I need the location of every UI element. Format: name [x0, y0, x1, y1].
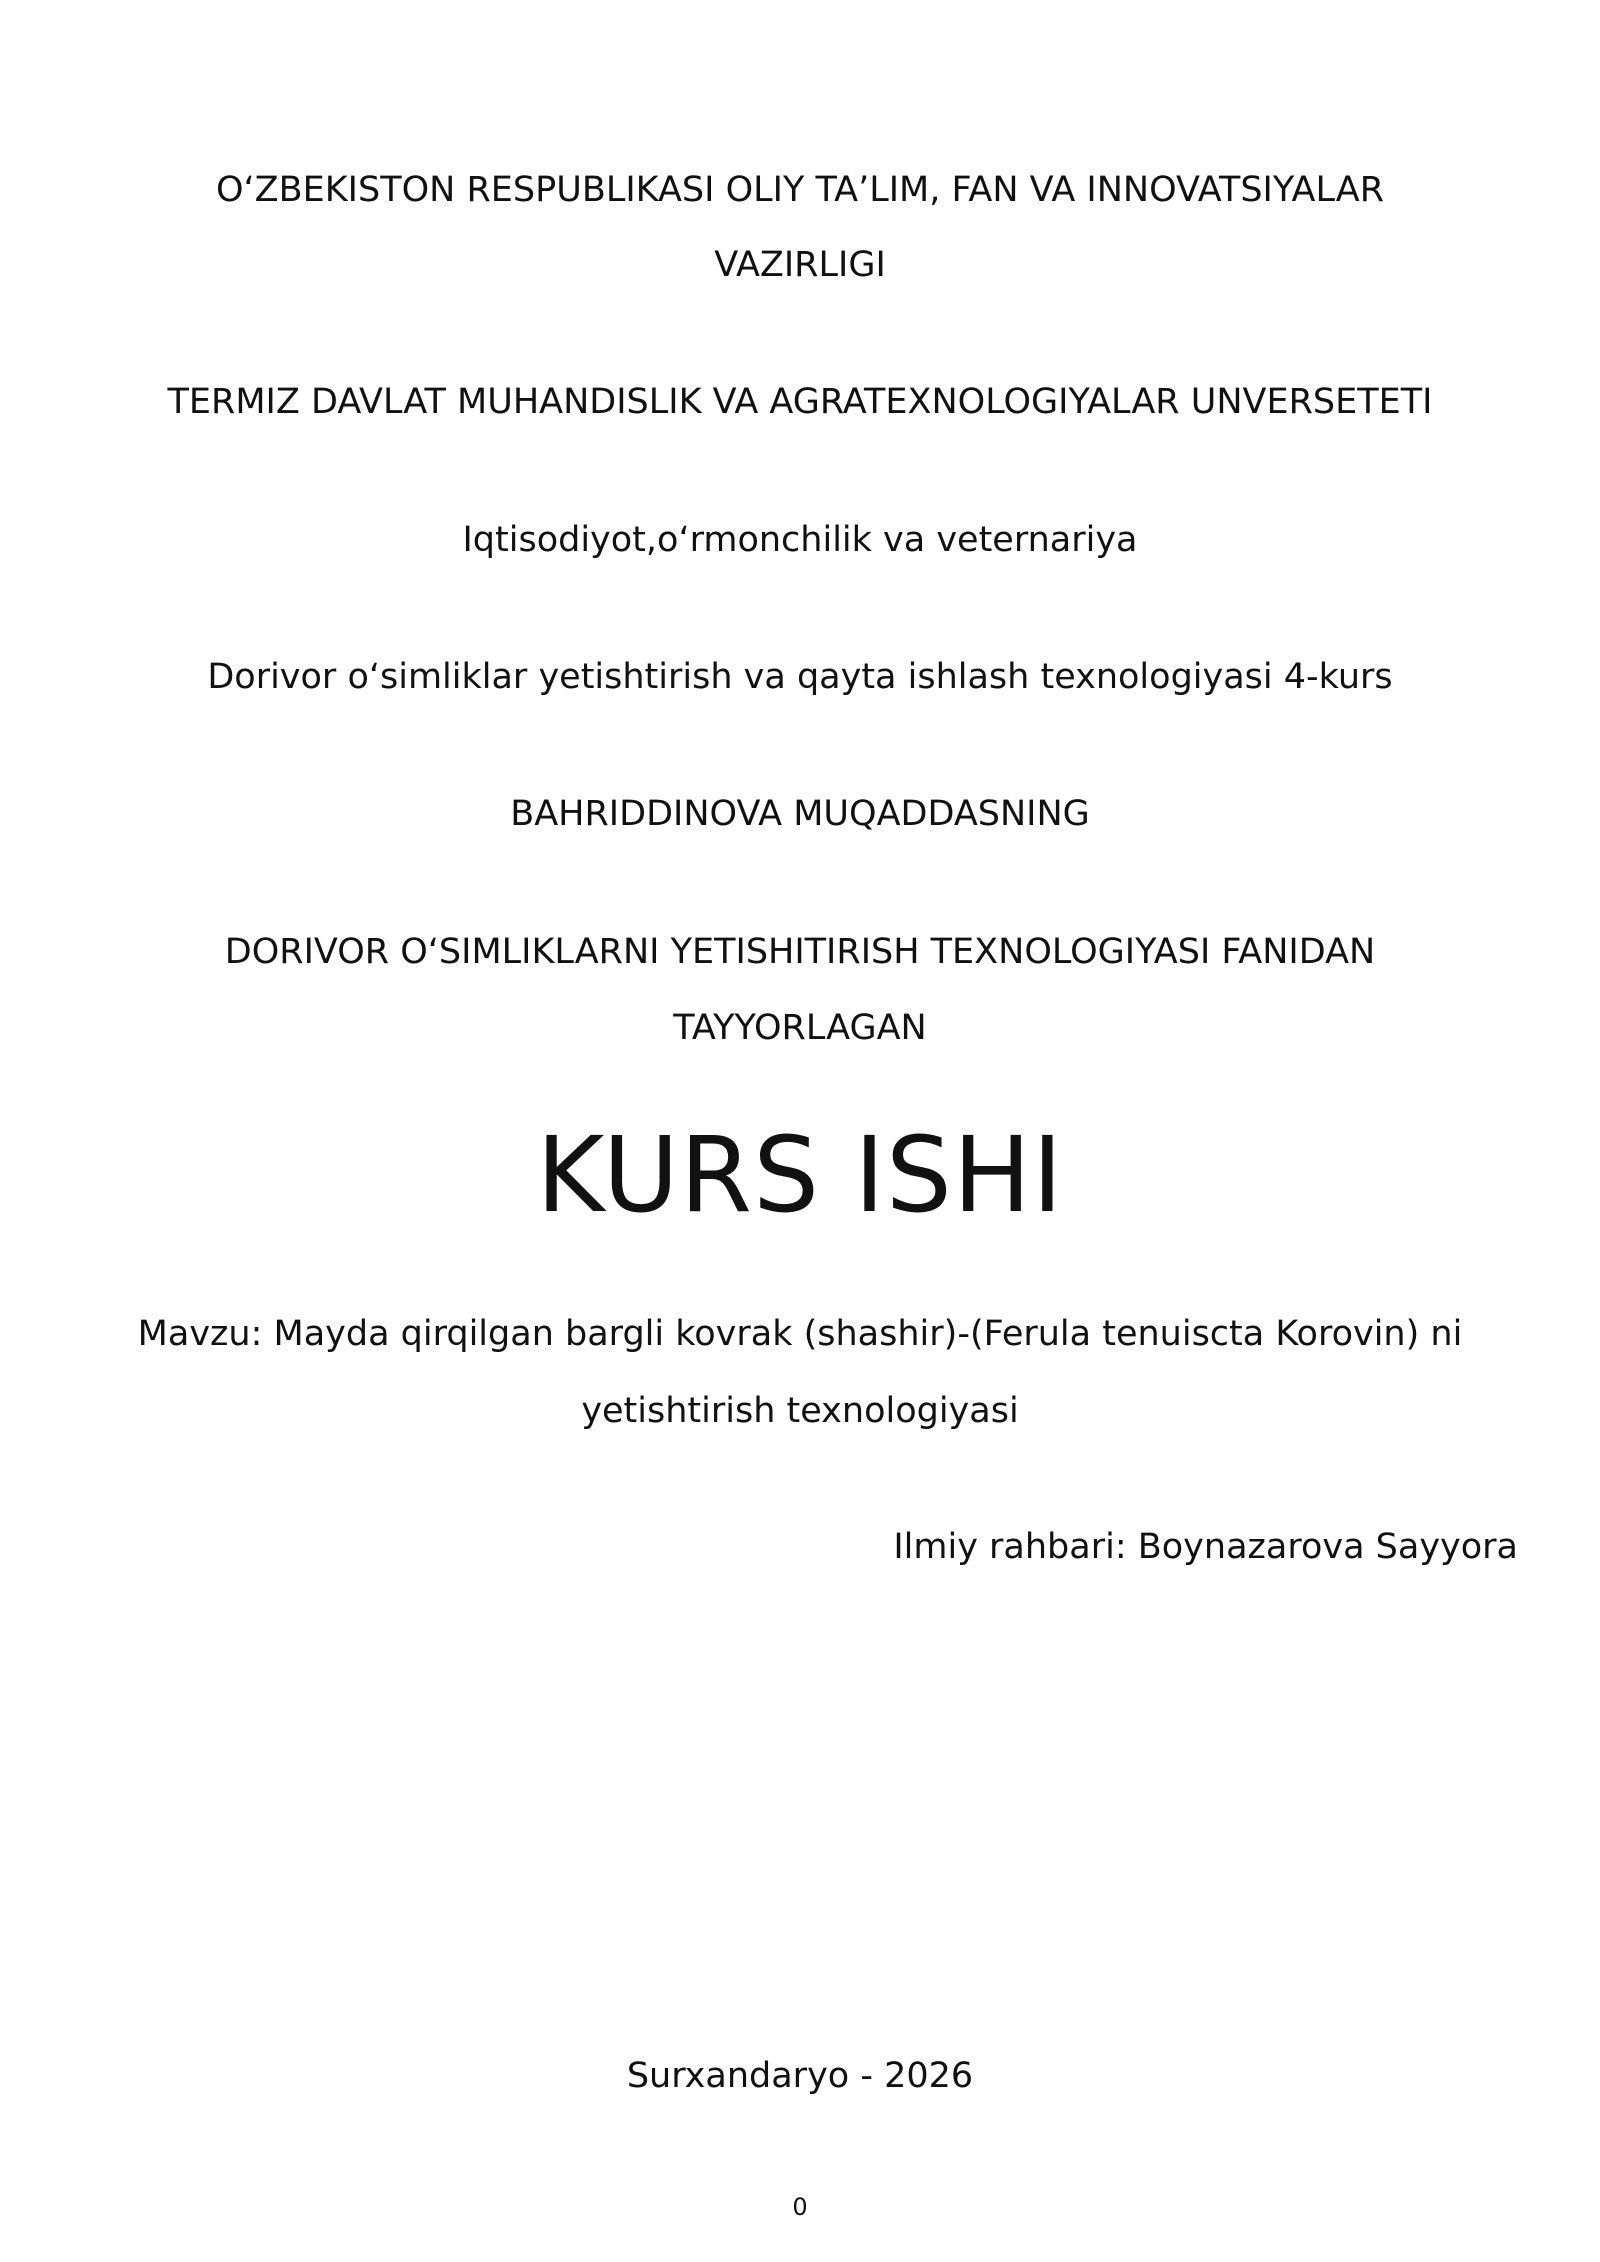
- author-name: BAHRIDDINOVA MUQADDASNING: [510, 794, 1090, 834]
- place-year: Surxandaryo - 2026: [626, 2056, 974, 2096]
- ministry-line-2: VAZIRLIGI: [714, 245, 886, 285]
- page-number: 0: [792, 2193, 808, 2221]
- topic-line-1: Mavzu: Mayda qirqilgan bargli kovrak (shashir)-(Ferula tenuiscta Korovin) ni: [137, 1314, 1463, 1354]
- supervisor: Ilmiy rahbari: Boynazarova Sayyora: [893, 1527, 1518, 1567]
- topic-line-2: yetishtirish texnologiyasi: [581, 1391, 1019, 1431]
- document-title: KURS ISHI: [536, 1114, 1064, 1236]
- ministry-line-1: O‘ZBEKISTON RESPUBLIKASI OLIY TA’LIM, FAN VA INNOVATSIYALAR: [215, 170, 1385, 210]
- university-name: TERMIZ DAVLAT MUHANDISLIK VA AGRATEXNOLOGIYALAR UNVERSETETI: [167, 382, 1433, 422]
- specialty-course: Dorivor o‘simliklar yetishtirish va qayta ishlash texnologiyasi 4-kurs: [207, 657, 1393, 697]
- faculty-name: Iqtisodiyot,o‘rmonchilik va veternariya: [462, 520, 1138, 560]
- subject-line-2: TAYYORLAGAN: [673, 1008, 927, 1048]
- subject-line-1: DORIVOR O‘SIMLIKLARNI YETISHITIRISH TEXNOLOGIYASI FANIDAN: [224, 932, 1376, 972]
